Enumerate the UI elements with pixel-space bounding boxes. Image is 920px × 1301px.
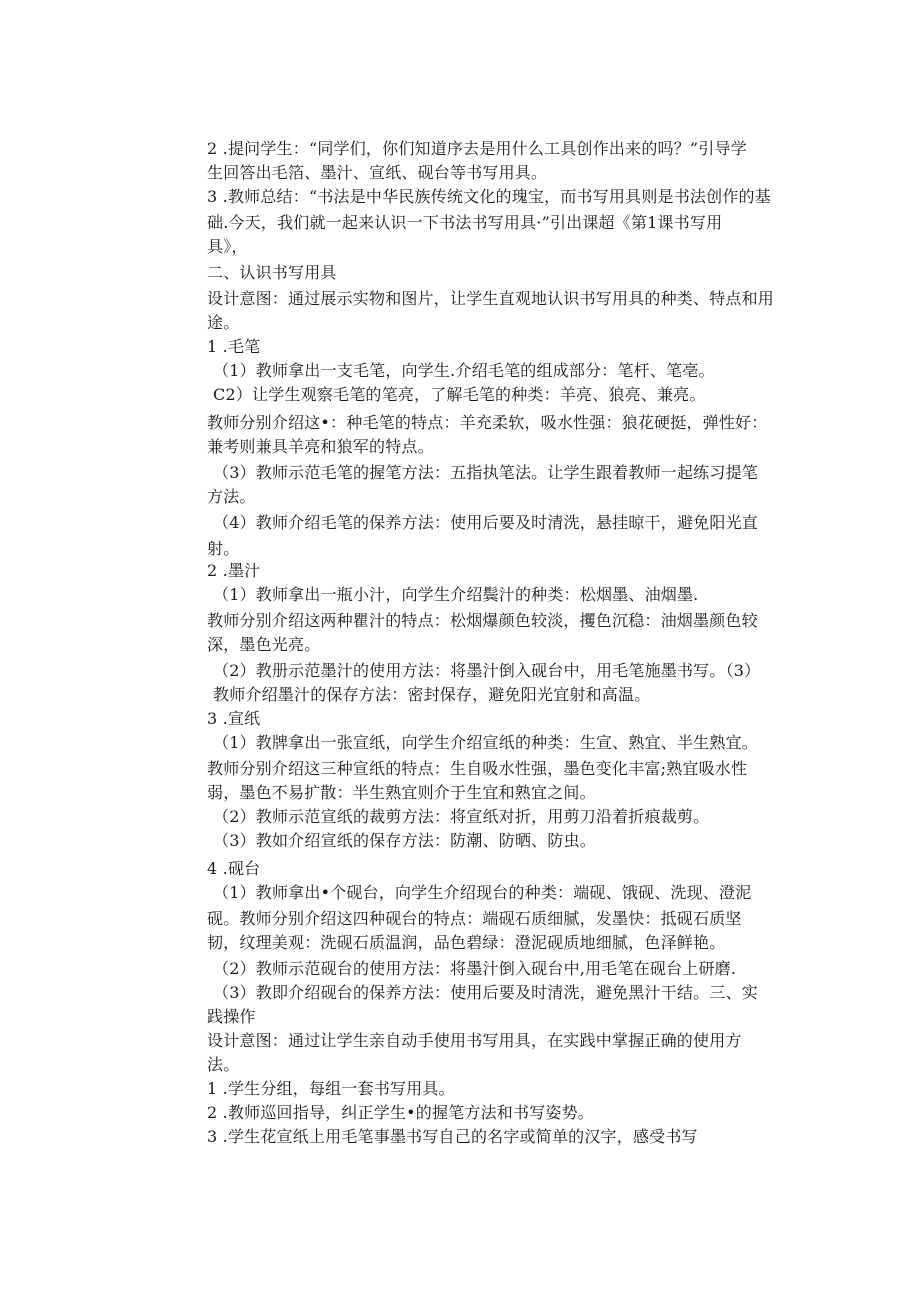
text-line: （1）教牌拿出一张宣纸，向学生介绍宣纸的种类：生宣、熟宜、半生熟宜。 [213, 733, 758, 752]
text-line: 方法。 [207, 487, 256, 506]
text-line: （1）教师拿出•个砚台，向学生介绍现台的种类：端砚、饿砚、洗现、澄泥 [213, 883, 752, 902]
text-line: 设计意图：通过让学生亲自动手使用书写用具，在实践中掌握正确的使用方 [207, 1031, 742, 1050]
text-line: 践操作 [207, 1007, 256, 1026]
text-line: 教师分别介绍这三种宣纸的特点：生自吸水性强，墨色变化丰富;熟宜吸水性 [207, 759, 748, 778]
text-line: 教师分别介绍这两种瞿汁的特点：松烟爆颜色较淡，攫色沉稳：油烟墨颜色较 [207, 611, 758, 630]
section-heading: 二、认识书写用具 [207, 263, 337, 282]
text-line: 1 .学生分组，每组一套书写用具。 [207, 1079, 455, 1098]
text-line: 砚。教师分别介绍这四种砚台的特点：端砚石质细腻，发墨快：抵砚石质坚 [207, 909, 742, 928]
text-line: 法。 [207, 1055, 240, 1074]
text-line: 兼考则兼具羊亮和狼军的特点。 [207, 437, 434, 456]
text-line: 弱，墨色不易扩散：半生熟宜则介于生宜和熟宜之间。 [207, 783, 596, 802]
text-line: 础.今天，我们就一起来认识一下书法书写用具·”引出课超《第1课书写用 [207, 213, 723, 232]
text-line: （3）教师示范毛笔的握笔方法：五指执笔法。让学生跟着教师一起练习提笔 [213, 463, 758, 482]
text-line: （2）教师示范宣纸的裁剪方法：将宣纸对折，用剪刀沿着折痕裁剪。 [213, 807, 710, 826]
text-line: （2）教师示范砚台的使用方法：将墨汁倒入砚台中,用毛笔在砚台上研磨. [213, 959, 737, 978]
text-line: 途。 [207, 313, 240, 332]
text-line: 韧，纹理美观：洗砚石质温润，品色碧绿：澄泥砚质地细腻，色泽鲜艳。 [207, 933, 726, 952]
text-line: 设计意图：通过展示实物和图片，让学生直观地认识书写用具的种类、特点和用 [207, 289, 775, 308]
text-line: 3 .学生花宣纸上用毛笔事墨书写自己的名字或简单的汉字，感受书写 [207, 1127, 698, 1146]
text-line: 教师介绍墨汁的保存方法：密封保存，避免阳光宜射和高温。 [213, 685, 651, 704]
text-line: 深，墨色光亮。 [207, 635, 321, 654]
subsection-heading: 4 .砚台 [207, 859, 261, 878]
text-line: 教师分别介绍这•：种毛笔的特点：羊充柔软，吸水性强：狼花硬挺，弹性好： [207, 413, 768, 432]
text-line: 具》， [207, 237, 248, 256]
text-line: 3 .教师总结：“书法是中华民族传统文化的瑰宝，而书写用具则是书法创作的基 [207, 187, 771, 206]
text-line: 2 .教师巡回指导，纠正学生•的握笔方法和书写姿势。 [207, 1103, 594, 1122]
text-line: 生回答出毛箔、墨汁、宣纸、砚台等书写用具。 [207, 163, 548, 182]
subsection-heading: 3 .宣纸 [207, 709, 261, 728]
subsection-heading: 2 .墨汁 [207, 561, 261, 580]
subsection-heading: 1 .毛笔 [207, 337, 261, 356]
text-line: （1）教师拿出一支毛笔，向学生.介绍毛笔的组成部分：笔杆、笔亳。 [213, 361, 715, 380]
text-line: （3）教如介绍宣纸的保存方法：防潮、防晒、防虫。 [213, 831, 596, 850]
text-line: 射。 [207, 539, 240, 558]
text-line: （3）教即介绍砚台的保养方法：使用后要及时清洗，避免黑汁干结。三、实 [213, 983, 758, 1002]
text-line: 2 .提问学生：“同学们，你们知道序去是用什么工具创作出来的吗？”引导学 [207, 139, 747, 158]
text-line: （2）教册示范墨汁的使用方法：将墨汁倒入砚台中，用毛笔施墨书写。（3） [213, 661, 761, 680]
text-line: （1）教师拿出一瓶小汁，向学生介绍鬓汁的种类：松烟墨、油烟墨. [213, 585, 699, 604]
text-line: （4）教师介绍毛笔的保养方法：使用后要及时清洗，悬挂晾干，避免阳光直 [213, 513, 758, 532]
text-line: C2）让学生观察毛笔的笔亮，了解毛笔的种类：羊亮、狼亮、兼亮。 [213, 385, 706, 404]
